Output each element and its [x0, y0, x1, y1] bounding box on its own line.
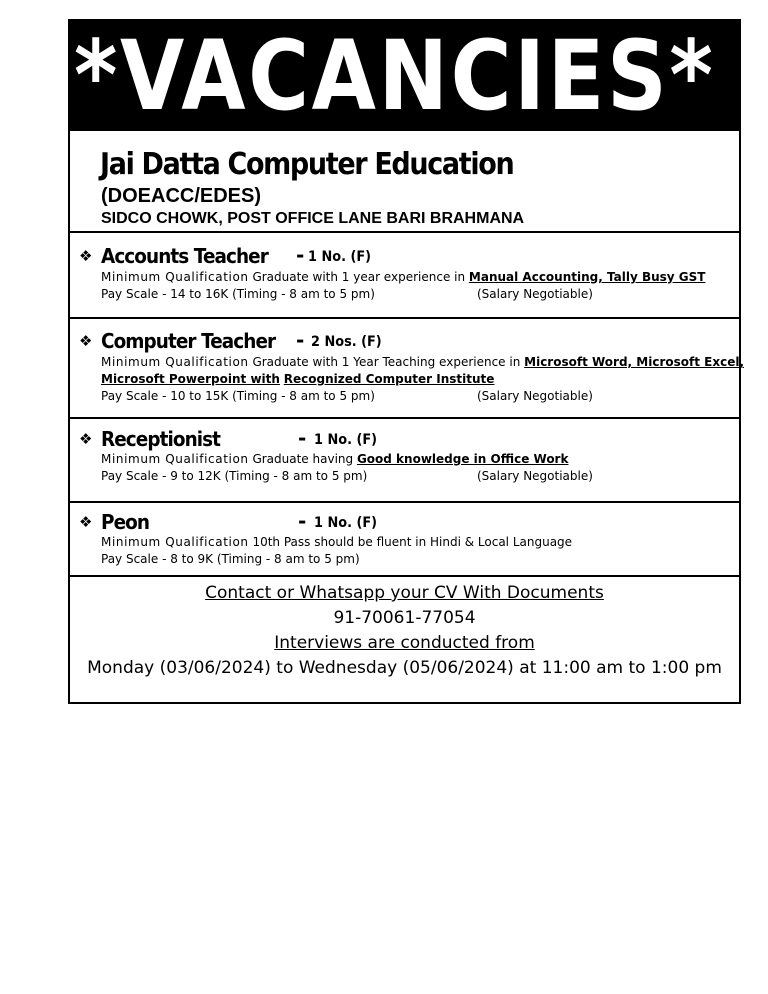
divider: [70, 501, 739, 503]
divider: [70, 417, 739, 419]
interview-heading: Interviews are conducted from: [274, 633, 535, 653]
job-title: Peon: [101, 510, 150, 534]
job-pay-scale: Pay Scale - 9 to 12K (Timing - 8 am to 5 pm): [101, 469, 368, 483]
job-count: 2 Nos. (F): [311, 334, 382, 350]
job-qualification: Minimum Qualification Graduate having Good knowledge in Office Work: [101, 452, 569, 466]
diamond-bullet-icon: ❖: [79, 332, 93, 350]
diamond-bullet-icon: ❖: [79, 513, 93, 531]
salary-note: (Salary Negotiable): [477, 469, 593, 483]
job-qualification: Minimum Qualification 10th Pass should be fluent in Hindi & Local Language: [101, 535, 573, 549]
job-title: Computer Teacher: [101, 329, 276, 353]
organization-name: Jai Datta Computer Education: [100, 147, 514, 182]
salary-note: (Salary Negotiable): [477, 287, 593, 301]
divider: [70, 231, 739, 233]
job-pay-scale: Pay Scale - 10 to 15K (Timing - 8 am to 5 pm): [101, 389, 375, 403]
job-pay-scale: Pay Scale - 14 to 16K (Timing - 8 am to 5 pm): [101, 287, 375, 301]
contact-phone: 91-70061-77054: [333, 608, 476, 628]
job-count: 1 No. (F): [308, 249, 372, 265]
salary-note: (Salary Negotiable): [477, 389, 593, 403]
job-count: 1 No. (F): [314, 515, 378, 531]
job-qualification: Minimum Qualification Graduate with 1 year experience in Manual Accounting, Tally Busy GST: [101, 270, 706, 284]
job-title: Accounts Teacher: [101, 244, 268, 268]
job-title: Receptionist: [101, 427, 221, 451]
diamond-bullet-icon: ❖: [79, 247, 93, 265]
diamond-bullet-icon: ❖: [79, 430, 93, 448]
job-dash: -: [298, 426, 307, 450]
banner-title: *VACANCIES*: [74, 21, 716, 131]
vacancy-notice: [68, 19, 745, 704]
divider: [70, 317, 739, 319]
job-count: 1 No. (F): [314, 432, 378, 448]
job-qualification-continued: Microsoft Powerpoint with Recognized Computer Institute: [101, 372, 495, 386]
interview-schedule: Monday (03/06/2024) to Wednesday (05/06/2024) at 11:00 am to 1:00 pm: [87, 658, 722, 678]
organization-subtitle: (DOEACC/EDES): [101, 185, 262, 207]
job-dash: -: [296, 243, 305, 267]
contact-instructions: Contact or Whatsapp your CV With Documents: [205, 583, 604, 603]
vacancies-banner: [70, 21, 739, 131]
divider: [70, 575, 739, 577]
job-dash: -: [298, 509, 307, 533]
organization-address: SIDCO CHOWK, POST OFFICE LANE BARI BRAHMANA: [101, 210, 525, 227]
job-qualification: Minimum Qualification Graduate with 1 Year Teaching experience in Microsoft Word, Microsoft Excel,: [101, 355, 745, 369]
job-dash: -: [296, 328, 305, 352]
job-pay-scale: Pay Scale - 8 to 9K (Timing - 8 am to 5 pm): [101, 552, 360, 566]
